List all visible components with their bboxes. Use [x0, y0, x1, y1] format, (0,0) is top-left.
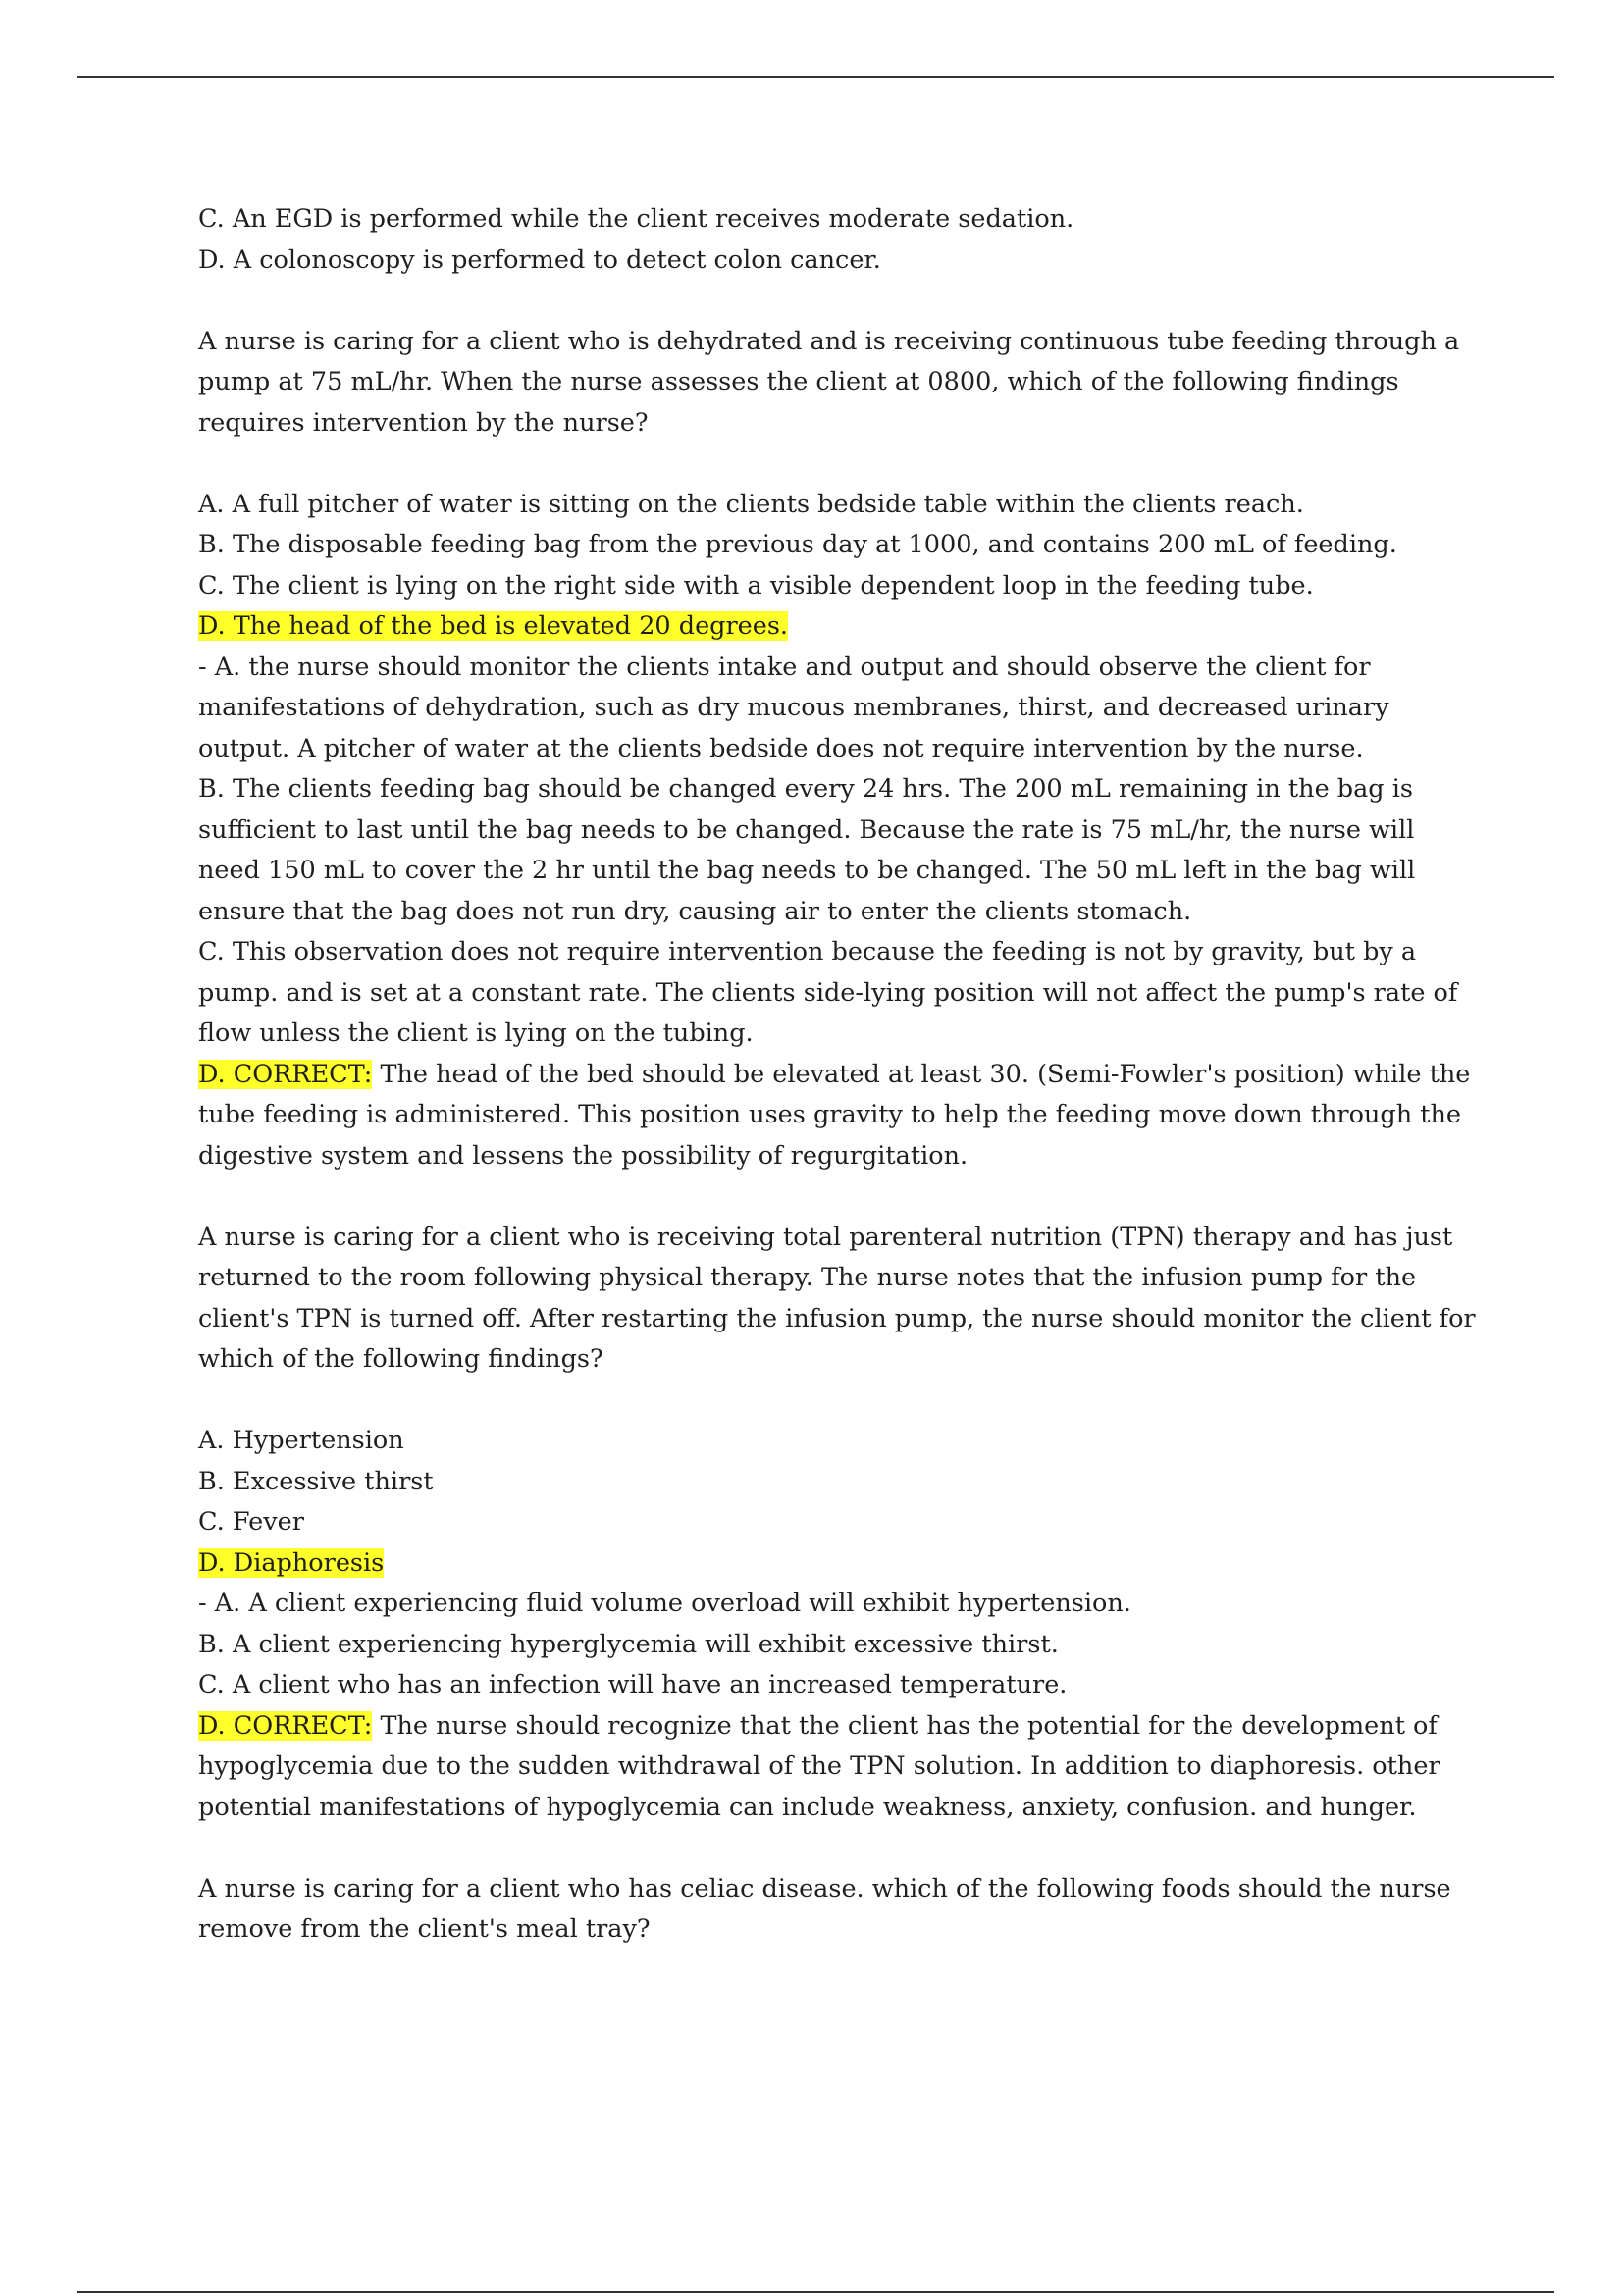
question-text: pump at 75 mL/hr. When the nurse assesses the client at 0800, which of the following findings — [198, 367, 1399, 396]
correct-rationale-line — [198, 1055, 1513, 1096]
question-2 — [198, 1218, 1513, 1829]
correct-text: hypoglycemia due to the sudden withdrawal of the TPN solution. In addition to diaphoresis. other — [198, 1751, 1440, 1781]
rationale-line: manifestations of dehydration, such as dry mucous membranes, thirst, and decreased urinary — [198, 693, 1389, 722]
header-rule — [77, 76, 1554, 78]
rationale-line: ensure that the bag does not run dry, causing air to enter the clients stomach. — [198, 896, 1192, 926]
option-c: C. The client is lying on the right side with a visible dependent loop in the feeding tube. — [198, 570, 1314, 600]
correct-text: digestive system and lessens the possibility of regurgitation. — [198, 1140, 969, 1171]
question-text: returned to the room following physical therapy. The nurse notes that the infusion pump for the — [198, 1263, 1417, 1292]
question-text: A nurse is caring for a client who is receiving total parenteral nutrition (TPN) therapy and has just — [198, 1222, 1453, 1252]
rationale-line: need 150 mL to cover the 2 hr until the bag needs to be changed. The 50 mL left in the bag will — [198, 856, 1416, 885]
correct-text: tube feeding is administered. This position uses gravity to help the feeding move down through the — [198, 1100, 1462, 1129]
highlighted-answer: D. Diaphoresis — [198, 1547, 385, 1578]
question-text: client's TPN is turned off. After restarting the infusion pump, the nurse should monitor the client for — [198, 1303, 1476, 1333]
question-1 — [198, 322, 1513, 1177]
document-body — [198, 199, 1513, 1951]
correct-label: D. CORRECT: — [198, 1059, 373, 1089]
option-b: B. The disposable feeding bag from the previous day at 1000, and contains 200 mL of feeding. — [198, 530, 1397, 559]
option-a: A. Hypertension — [198, 1426, 404, 1455]
question-text: remove from the client's meal tray? — [198, 1914, 651, 1944]
rationale-line: output. A pitcher of water at the clients bedside does not require intervention by the nurse. — [198, 733, 1364, 763]
rationale-line: sufficient to last until the bag needs to be changed. Because the rate is 75 mL/hr, the nurse will — [198, 814, 1415, 845]
correct-text: The head of the bed should be elevated at least 30. (Semi-Fowler's position) while the — [372, 1059, 1471, 1089]
option-line: C. An EGD is performed while the client receives moderate sedation. — [198, 204, 1074, 234]
option-a: A. A full pitcher of water is sitting on the clients bedside table within the clients reach. — [198, 489, 1304, 519]
question-3 — [198, 1869, 1513, 1951]
rationale-line: flow unless the client is lying on the tubing. — [198, 1018, 754, 1048]
question-text: A nurse is caring for a client who is dehydrated and is receiving continuous tube feeding through a — [198, 326, 1460, 356]
rationale-line: - A. A client experiencing fluid volume overload will exhibit hypertension. — [198, 1589, 1131, 1618]
correct-text: The nurse should recognize that the client has the potential for the development of — [372, 1710, 1438, 1741]
question-text: A nurse is caring for a client who has celiac disease. which of the following foods should the nurse — [198, 1873, 1451, 1904]
option-c: C. Fever — [198, 1507, 304, 1537]
rationale-line: C. This observation does not require intervention because the feeding is not by gravity, but by a — [198, 937, 1417, 966]
rationale-line: pump. and is set at a constant rate. The clients side-lying position will not affect the pump's rate of — [198, 977, 1458, 1008]
question-text: requires intervention by the nurse? — [198, 407, 649, 438]
rationale-line: - A. the nurse should monitor the clients intake and output and should observe the client for — [198, 652, 1371, 682]
footer-rule — [77, 2291, 1554, 2293]
option-b: B. Excessive thirst — [198, 1466, 434, 1496]
correct-text: potential manifestations of hypoglycemia can include weakness, anxiety, confusion. and hunger. — [198, 1792, 1417, 1822]
question-text: which of the following findings? — [198, 1344, 603, 1374]
rationale-line: B. The clients feeding bag should be changed every 24 hrs. The 200 mL remaining in the bag is — [198, 774, 1413, 804]
highlighted-answer: D. The head of the bed is elevated 20 degrees. — [198, 611, 789, 641]
rationale-line: B. A client experiencing hyperglycemia will exhibit excessive thirst. — [198, 1629, 1059, 1659]
option-line: D. A colonoscopy is performed to detect colon cancer. — [198, 244, 881, 275]
correct-label: D. CORRECT: — [198, 1710, 373, 1741]
correct-rationale-line — [198, 1706, 1513, 1748]
rationale-line: C. A client who has an infection will have an increased temperature. — [198, 1670, 1068, 1699]
